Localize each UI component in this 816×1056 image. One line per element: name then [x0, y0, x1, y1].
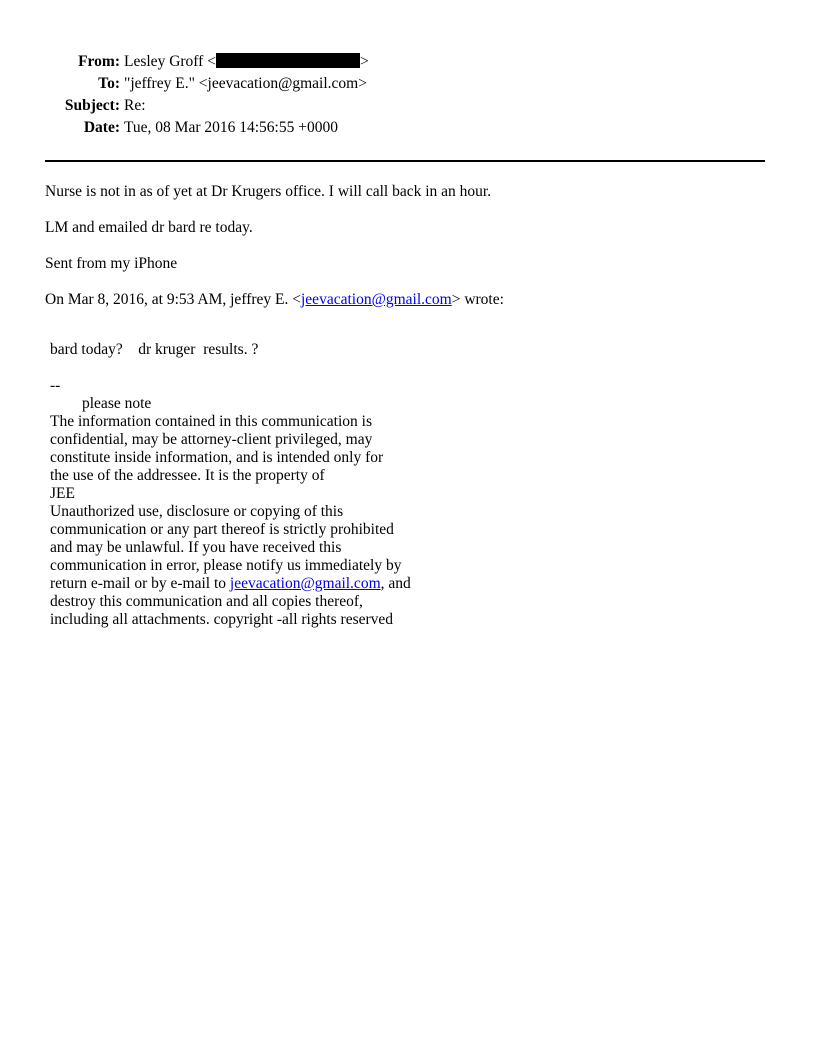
subject-value: Re:: [124, 97, 146, 114]
disclaimer-line: constitute inside information, and is intended only for: [50, 449, 384, 466]
quoted-question-text: bard today? dr kruger results. ?: [50, 341, 259, 358]
wrote-line: [45, 289, 765, 311]
disclaimer-line: confidential, may be attorney-client privileged, may: [50, 431, 373, 448]
wrote-prefix: On Mar 8, 2016, at 9:53 AM, jeffrey E. <: [45, 291, 301, 308]
email-link[interactable]: jeevacation@gmail.com: [301, 291, 452, 308]
wrote-suffix: > wrote:: [451, 291, 504, 308]
disclaimer-line: The information contained in this communication is: [50, 413, 372, 430]
disclaimer-line: communication or any part thereof is strictly prohibited: [50, 521, 394, 538]
from-close: >: [359, 53, 369, 70]
disclaimer-line: including all attachments. copyright -all rights reserved: [50, 611, 394, 628]
spacer: [50, 359, 550, 377]
disclaimer-prefix: return e-mail or by e-mail to: [50, 575, 230, 592]
from-value: [124, 51, 369, 73]
message-body: [45, 181, 765, 325]
disclaimer-line: communication in error, please notify us immediately by: [50, 557, 402, 574]
subject-label: Subject:: [64, 97, 120, 114]
quoted-message: [50, 341, 550, 629]
please-note: please note: [82, 395, 152, 412]
body-line-lm: LM and emailed dr bard re today.: [45, 219, 253, 236]
disclaimer-line: destroy this communication and all copies thereof,: [50, 593, 363, 610]
disclaimer-line: and may be unlawful. If you have received this: [50, 539, 342, 556]
header-divider: [45, 160, 765, 162]
quoted-question: [50, 341, 550, 359]
disclaimer-line-with-link: [50, 575, 550, 593]
from-name: Lesley Groff <: [124, 53, 216, 70]
to-value: "jeffrey E." <jeevacation@gmail.com>: [124, 75, 367, 92]
date-label: Date:: [83, 119, 120, 136]
body-line-nurse: Nurse is not in as of yet at Dr Krugers office. I will call back in an hour.: [45, 183, 492, 200]
body-line-sent-from: Sent from my iPhone: [45, 255, 178, 272]
signature-dashes: --: [50, 377, 61, 394]
disclaimer-email-link[interactable]: jeevacation@gmail.com: [229, 575, 381, 592]
disclaimer-suffix: , and: [380, 575, 411, 592]
from-label: From:: [78, 53, 120, 70]
redaction-block: [216, 53, 360, 68]
to-label: To:: [98, 75, 120, 92]
disclaimer-line: the use of the addressee. It is the property of: [50, 467, 325, 484]
date-value: Tue, 08 Mar 2016 14:56:55 +0000: [124, 119, 338, 136]
disclaimer-line: Unauthorized use, disclosure or copying of this: [50, 503, 344, 520]
disclaimer-line: JEE: [50, 485, 75, 502]
